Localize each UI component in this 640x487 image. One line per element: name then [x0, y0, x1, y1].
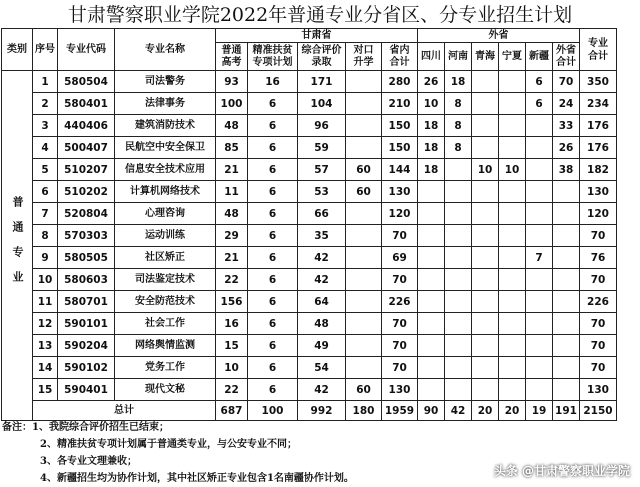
category-cell: 普通专业 [2, 71, 33, 421]
outside-total-cell [553, 313, 580, 335]
sichuan-cell: 18 [418, 115, 445, 137]
total-row [2, 401, 617, 421]
upgrade-cell [346, 225, 382, 247]
qinghai-cell [472, 71, 499, 93]
comprehensive-cell: 64 [298, 291, 346, 313]
henan-cell [445, 335, 472, 357]
code-cell: 580401 [58, 93, 115, 115]
upgrade-cell [346, 137, 382, 159]
qinghai-cell [472, 137, 499, 159]
table-row [2, 379, 617, 401]
qinghai-cell [472, 379, 499, 401]
major-total-cell: 130 [580, 379, 617, 401]
precise-cell: 6 [248, 247, 298, 269]
sichuan-cell [418, 313, 445, 335]
outside-total-cell [553, 291, 580, 313]
comprehensive-cell: 53 [298, 181, 346, 203]
henan-cell [445, 181, 472, 203]
code-cell: 590204 [58, 335, 115, 357]
sichuan-cell: 18 [418, 137, 445, 159]
seq-cell: 2 [33, 93, 58, 115]
table-row [2, 225, 617, 247]
sichuan-cell [418, 247, 445, 269]
table-row [2, 137, 617, 159]
normal-cell: 22 [216, 269, 248, 291]
normal-cell: 93 [216, 71, 248, 93]
xinjiang-cell [526, 225, 553, 247]
major-name-cell: 信息安全技术应用 [115, 159, 216, 181]
normal-cell: 100 [216, 93, 248, 115]
outside-total-cell [553, 357, 580, 379]
major-total-cell: 176 [580, 115, 617, 137]
sichuan-cell: 10 [418, 93, 445, 115]
precise-cell: 6 [248, 379, 298, 401]
header-qinghai: 青海 [472, 43, 499, 71]
henan-cell: 18 [445, 71, 472, 93]
header-outside-total-text: 外省合计 [556, 44, 576, 68]
gansu-total-cell: 70 [382, 269, 418, 291]
henan-cell: 8 [445, 137, 472, 159]
upgrade-cell [346, 115, 382, 137]
outside-total-cell [553, 247, 580, 269]
qinghai-cell [472, 269, 499, 291]
sichuan-cell: 26 [418, 71, 445, 93]
header-precise [248, 43, 298, 71]
major-total-cell: 70 [580, 225, 617, 247]
sichuan-cell [418, 291, 445, 313]
header-major-total-text: 专业合计 [588, 37, 608, 62]
precise-cell: 6 [248, 181, 298, 203]
outside-total-cell [553, 203, 580, 225]
gansu-total-cell: 70 [382, 225, 418, 247]
code-cell: 500407 [58, 137, 115, 159]
major-name-cell: 网络舆情监测 [115, 335, 216, 357]
xinjiang-cell: 7 [526, 247, 553, 269]
qinghai-cell [472, 225, 499, 247]
sichuan-cell [418, 379, 445, 401]
table-row [2, 247, 617, 269]
table-body [2, 71, 617, 421]
henan-cell [445, 357, 472, 379]
normal-cell: 156 [216, 291, 248, 313]
precise-cell: 6 [248, 225, 298, 247]
upgrade-cell [346, 313, 382, 335]
precise-cell: 6 [248, 159, 298, 181]
major-total-cell: 70 [580, 335, 617, 357]
code-cell: 580701 [58, 291, 115, 313]
sichuan-cell [418, 335, 445, 357]
xinjiang-cell [526, 269, 553, 291]
code-cell: 590101 [58, 313, 115, 335]
code-cell: 580603 [58, 269, 115, 291]
sichuan-cell [418, 181, 445, 203]
gansu-total-cell: 69 [382, 247, 418, 269]
gansu-total-cell: 70 [382, 313, 418, 335]
qinghai-cell [472, 203, 499, 225]
header-sichuan: 四川 [418, 43, 445, 71]
xinjiang-cell [526, 291, 553, 313]
seq-cell: 10 [33, 269, 58, 291]
major-total-cell: 70 [580, 357, 617, 379]
header-xinjiang: 新疆 [526, 43, 553, 71]
normal-cell: 15 [216, 335, 248, 357]
precise-cell: 6 [248, 335, 298, 357]
qinghai-cell [472, 115, 499, 137]
major-name-cell: 安全防范技术 [115, 291, 216, 313]
gansu-total-cell: 70 [382, 357, 418, 379]
gansu-total-cell: 280 [382, 71, 418, 93]
major-name-cell: 司法警务 [115, 71, 216, 93]
comprehensive-cell: 59 [298, 137, 346, 159]
qinghai-cell [472, 357, 499, 379]
seq-cell: 12 [33, 313, 58, 335]
total-ningxia-cell: 20 [499, 401, 526, 421]
outside-total-cell [553, 269, 580, 291]
xinjiang-cell [526, 159, 553, 181]
gansu-total-cell: 150 [382, 137, 418, 159]
table-row [2, 203, 617, 225]
major-name-cell: 计算机网络技术 [115, 181, 216, 203]
henan-cell [445, 225, 472, 247]
header-normal-text: 普通高考 [221, 44, 242, 68]
precise-cell: 6 [248, 313, 298, 335]
ningxia-cell [499, 225, 526, 247]
sichuan-cell [418, 225, 445, 247]
xinjiang-cell: 6 [526, 93, 553, 115]
normal-cell: 48 [216, 203, 248, 225]
henan-cell: 8 [445, 115, 472, 137]
normal-cell: 29 [216, 225, 248, 247]
precise-cell: 6 [248, 357, 298, 379]
header-ningxia: 宁夏 [499, 43, 526, 71]
major-total-cell: 70 [580, 313, 617, 335]
code-cell: 510202 [58, 181, 115, 203]
table-row [2, 335, 617, 357]
ningxia-cell [499, 181, 526, 203]
table-row [2, 313, 617, 335]
ningxia-cell [499, 71, 526, 93]
note-item-2: 2、精准扶贫专项计划属于普通类专业，与公安专业不同； [40, 439, 297, 450]
code-cell: 590401 [58, 379, 115, 401]
normal-cell: 48 [216, 115, 248, 137]
xinjiang-cell: 6 [526, 71, 553, 93]
comprehensive-cell: 57 [298, 159, 346, 181]
upgrade-cell: 60 [346, 379, 382, 401]
header-comprehensive-text: 综合评价录取 [301, 44, 342, 68]
outside-total-cell [553, 181, 580, 203]
upgrade-cell [346, 335, 382, 357]
xinjiang-cell [526, 313, 553, 335]
outside-total-cell [553, 379, 580, 401]
comprehensive-cell: 48 [298, 313, 346, 335]
comprehensive-cell: 35 [298, 225, 346, 247]
watermark: 头条 @甘肃警察职业学院 [493, 464, 630, 478]
page-title: 甘肃警察职业学院2022年普通专业分省区、分专业招生计划 [67, 4, 573, 26]
outside-total-cell: 26 [553, 137, 580, 159]
table-row [2, 159, 617, 181]
sichuan-cell [418, 269, 445, 291]
outside-total-cell [553, 225, 580, 247]
precise-cell: 6 [248, 203, 298, 225]
normal-cell: 85 [216, 137, 248, 159]
upgrade-cell [346, 203, 382, 225]
precise-cell: 6 [248, 137, 298, 159]
major-total-cell: 130 [580, 181, 617, 203]
qinghai-cell [472, 313, 499, 335]
henan-cell [445, 269, 472, 291]
seq-cell: 8 [33, 225, 58, 247]
code-cell: 570303 [58, 225, 115, 247]
header-precise-text: 精准扶贫专项计划 [252, 44, 293, 68]
total-major-total-cell: 2150 [580, 401, 617, 421]
header-category: 类别 [2, 29, 33, 71]
major-total-cell: 350 [580, 71, 617, 93]
total-normal-cell: 687 [216, 401, 248, 421]
normal-cell: 16 [216, 313, 248, 335]
sichuan-cell: 18 [418, 159, 445, 181]
henan-cell [445, 159, 472, 181]
comprehensive-cell: 96 [298, 115, 346, 137]
code-cell: 590102 [58, 357, 115, 379]
xinjiang-cell [526, 115, 553, 137]
xinjiang-cell [526, 137, 553, 159]
seq-cell: 13 [33, 335, 58, 357]
qinghai-cell [472, 291, 499, 313]
upgrade-cell [346, 357, 382, 379]
header-code: 专业代码 [58, 29, 115, 71]
header-seq: 序号 [33, 29, 58, 71]
major-total-cell: 182 [580, 159, 617, 181]
comprehensive-cell: 42 [298, 269, 346, 291]
header-outside-total [553, 43, 580, 71]
ningxia-cell [499, 357, 526, 379]
header-upgrade-text: 对口升学 [353, 44, 374, 68]
henan-cell [445, 247, 472, 269]
seq-cell: 6 [33, 181, 58, 203]
seq-cell: 9 [33, 247, 58, 269]
code-cell: 520804 [58, 203, 115, 225]
seq-cell: 15 [33, 379, 58, 401]
major-name-cell: 心理咨询 [115, 203, 216, 225]
ningxia-cell [499, 247, 526, 269]
ningxia-cell [499, 335, 526, 357]
precise-cell: 6 [248, 291, 298, 313]
total-precise-cell: 100 [248, 401, 298, 421]
normal-cell: 22 [216, 379, 248, 401]
precise-cell: 6 [248, 93, 298, 115]
henan-cell [445, 203, 472, 225]
xinjiang-cell [526, 181, 553, 203]
seq-cell: 14 [33, 357, 58, 379]
gansu-total-cell: 70 [382, 335, 418, 357]
qinghai-cell [472, 247, 499, 269]
major-total-cell: 76 [580, 247, 617, 269]
note-line [2, 419, 638, 436]
qinghai-cell [472, 181, 499, 203]
table-row [2, 181, 617, 203]
seq-cell: 7 [33, 203, 58, 225]
upgrade-cell [346, 291, 382, 313]
comprehensive-cell: 104 [298, 93, 346, 115]
notes-prefix: 备注： [2, 422, 32, 433]
major-name-cell: 建筑消防技术 [115, 115, 216, 137]
header-upgrade [346, 43, 382, 71]
normal-cell: 10 [216, 357, 248, 379]
upgrade-cell [346, 269, 382, 291]
upgrade-cell [346, 247, 382, 269]
major-total-cell: 176 [580, 137, 617, 159]
ningxia-cell [499, 93, 526, 115]
note-item-3: 3、各专业文理兼收； [40, 456, 137, 467]
outside-total-cell: 24 [553, 93, 580, 115]
seq-cell: 3 [33, 115, 58, 137]
comprehensive-cell: 171 [298, 71, 346, 93]
major-name-cell: 社区矫正 [115, 247, 216, 269]
ningxia-cell [499, 137, 526, 159]
seq-cell: 4 [33, 137, 58, 159]
total-label-cell: 总计 [33, 401, 216, 421]
upgrade-cell: 60 [346, 181, 382, 203]
gansu-total-cell: 150 [382, 115, 418, 137]
header-comprehensive [298, 43, 346, 71]
henan-cell [445, 379, 472, 401]
ningxia-cell [499, 379, 526, 401]
qinghai-cell [472, 335, 499, 357]
sichuan-cell [418, 203, 445, 225]
table-row [2, 269, 617, 291]
xinjiang-cell [526, 379, 553, 401]
precise-cell: 6 [248, 115, 298, 137]
header-major-total [580, 29, 617, 71]
total-upgrade-cell: 180 [346, 401, 382, 421]
gansu-total-cell: 210 [382, 93, 418, 115]
sichuan-cell [418, 357, 445, 379]
ningxia-cell [499, 291, 526, 313]
header-henan: 河南 [445, 43, 472, 71]
header-gansu: 甘肃省 [216, 29, 418, 43]
gansu-total-cell: 130 [382, 181, 418, 203]
qinghai-cell: 10 [472, 159, 499, 181]
precise-cell: 16 [248, 71, 298, 93]
upgrade-cell [346, 93, 382, 115]
major-name-cell: 党务工作 [115, 357, 216, 379]
table-row [2, 115, 617, 137]
total-qinghai-cell: 20 [472, 401, 499, 421]
table-row [2, 93, 617, 115]
code-cell: 510207 [58, 159, 115, 181]
note-item-4: 4、新疆招生均为协作计划，其中社区矫正专业包含1名南疆协作计划。 [40, 473, 354, 484]
qinghai-cell [472, 93, 499, 115]
code-cell: 440406 [58, 115, 115, 137]
total-gansu-total-cell: 1959 [382, 401, 418, 421]
xinjiang-cell [526, 203, 553, 225]
total-sichuan-cell: 90 [418, 401, 445, 421]
total-henan-cell: 42 [445, 401, 472, 421]
comprehensive-cell: 49 [298, 335, 346, 357]
seq-cell: 11 [33, 291, 58, 313]
major-name-cell: 社会工作 [115, 313, 216, 335]
note-line [2, 436, 638, 453]
ningxia-cell: 10 [499, 159, 526, 181]
normal-cell: 11 [216, 181, 248, 203]
comprehensive-cell: 66 [298, 203, 346, 225]
total-comprehensive-cell: 992 [298, 401, 346, 421]
code-cell: 580504 [58, 71, 115, 93]
code-cell: 580505 [58, 247, 115, 269]
header-gansu-total [382, 43, 418, 71]
header-normal [216, 43, 248, 71]
comprehensive-cell: 54 [298, 357, 346, 379]
major-total-cell: 226 [580, 291, 617, 313]
major-name-cell: 现代文秘 [115, 379, 216, 401]
seq-cell: 5 [33, 159, 58, 181]
header-gansu-total-text: 省内合计 [389, 44, 410, 68]
outside-total-cell: 38 [553, 159, 580, 181]
comprehensive-cell: 42 [298, 247, 346, 269]
gansu-total-cell: 226 [382, 291, 418, 313]
total-xinjiang-cell: 19 [526, 401, 553, 421]
ningxia-cell [499, 203, 526, 225]
major-total-cell: 234 [580, 93, 617, 115]
major-name-cell: 运动训练 [115, 225, 216, 247]
major-name-cell: 民航空中安全保卫 [115, 137, 216, 159]
precise-cell: 6 [248, 269, 298, 291]
total-outside-total-cell: 191 [553, 401, 580, 421]
seq-cell: 1 [33, 71, 58, 93]
outside-total-cell [553, 335, 580, 357]
table-row [2, 71, 617, 93]
note-item-1: 1、我院综合评价招生已结束； [32, 422, 169, 433]
outside-total-cell: 70 [553, 71, 580, 93]
header-name: 专业名称 [115, 29, 216, 71]
comprehensive-cell: 42 [298, 379, 346, 401]
ningxia-cell [499, 115, 526, 137]
upgrade-cell: 60 [346, 159, 382, 181]
gansu-total-cell: 130 [382, 379, 418, 401]
major-name-cell: 法律事务 [115, 93, 216, 115]
gansu-total-cell: 144 [382, 159, 418, 181]
henan-cell [445, 313, 472, 335]
normal-cell: 21 [216, 159, 248, 181]
major-total-cell: 120 [580, 203, 617, 225]
outside-total-cell: 33 [553, 115, 580, 137]
xinjiang-cell [526, 335, 553, 357]
normal-cell: 21 [216, 247, 248, 269]
ningxia-cell [499, 313, 526, 335]
table-row [2, 291, 617, 313]
header-outside: 外省 [418, 29, 580, 43]
ningxia-cell [499, 269, 526, 291]
table-row [2, 357, 617, 379]
henan-cell: 8 [445, 93, 472, 115]
enrollment-plan-table [1, 28, 617, 421]
xinjiang-cell [526, 357, 553, 379]
major-total-cell: 70 [580, 269, 617, 291]
gansu-total-cell: 120 [382, 203, 418, 225]
upgrade-cell [346, 71, 382, 93]
henan-cell [445, 291, 472, 313]
major-name-cell: 司法鉴定技术 [115, 269, 216, 291]
